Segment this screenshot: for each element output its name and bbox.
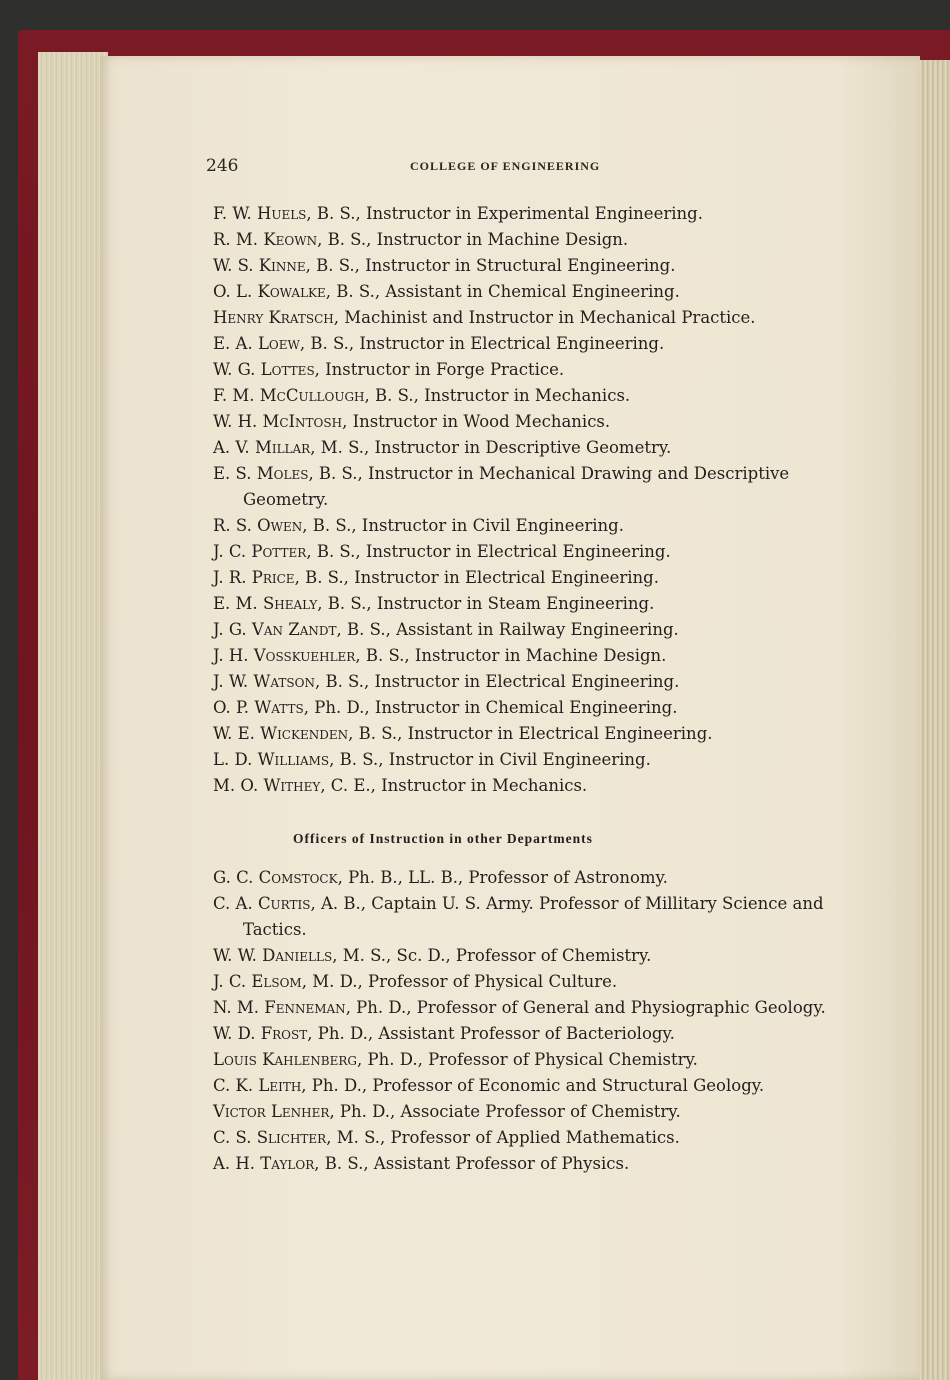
entry-details: , Ph. B., LL. B., Professor of Astronomy. bbox=[337, 868, 668, 887]
entry-surname: Loew bbox=[257, 334, 300, 353]
entry-surname: Kowalke bbox=[257, 282, 326, 301]
entry-surname: Withey bbox=[263, 776, 321, 795]
list-item bbox=[213, 1073, 843, 1099]
entry-surname: Potter bbox=[251, 542, 307, 561]
list-item bbox=[213, 227, 843, 253]
entry-details: , Machinist and Instructor in Mechanical Practice. bbox=[333, 308, 756, 327]
entry-details: , Ph. D., Professor of General and Physiographic Geology. bbox=[345, 998, 826, 1017]
entry-details: , B. S., Instructor in Mechanics. bbox=[364, 386, 631, 405]
list-item bbox=[213, 461, 843, 513]
entry-initials: J. G. bbox=[213, 620, 247, 639]
page-edges-right bbox=[918, 60, 950, 1380]
list-item bbox=[213, 1151, 843, 1177]
entry-details: , M. S., Instructor in Descriptive Geometry. bbox=[310, 438, 672, 457]
running-head: COLLEGE OF ENGINEERING bbox=[410, 159, 601, 173]
entry-details: , B. S., Instructor in Electrical Engineering. bbox=[306, 542, 671, 561]
entry-initials: J. H. bbox=[213, 646, 249, 665]
entry-surname: Price bbox=[251, 568, 295, 587]
entry-details: , M. S., Professor of Applied Mathematics. bbox=[326, 1128, 680, 1147]
list-item bbox=[213, 331, 843, 357]
entry-initials: W. W. bbox=[213, 946, 257, 965]
entry-initials: W. E. bbox=[213, 724, 255, 743]
entry-initials: W. S. bbox=[213, 256, 254, 275]
list-item bbox=[213, 891, 843, 943]
list-item bbox=[213, 253, 843, 279]
entry-details: , B. S., Instructor in Electrical Engineering. bbox=[314, 672, 680, 691]
other-departments-list bbox=[213, 865, 843, 1177]
entry-initials: W. G. bbox=[213, 360, 256, 379]
entry-details: , B. S., Instructor in Electrical Engineering. bbox=[299, 334, 665, 353]
entry-initials: J. C. bbox=[213, 972, 247, 991]
list-item bbox=[213, 1099, 843, 1125]
entry-initials: L. D. bbox=[213, 750, 253, 769]
entry-surname: Watts bbox=[254, 698, 304, 717]
list-item bbox=[213, 747, 843, 773]
entry-initials: W. H. bbox=[213, 412, 258, 431]
entry-details: , B. S., Assistant in Railway Engineering. bbox=[336, 620, 679, 639]
entry-surname: Shealy bbox=[262, 594, 318, 613]
entry-details: , Instructor in Wood Mechanics. bbox=[342, 412, 611, 431]
entry-surname: Wickenden bbox=[260, 724, 349, 743]
entry-details: , A. B., Captain U. S. Army. Professor of Millitary Science and Tactics. bbox=[243, 894, 824, 939]
entry-details: , Ph. D., Instructor in Chemical Engineering. bbox=[303, 698, 678, 717]
list-item bbox=[213, 591, 843, 617]
list-item bbox=[213, 721, 843, 747]
entry-initials: C. S. bbox=[213, 1128, 252, 1147]
entry-details: , Instructor in Forge Practice. bbox=[314, 360, 565, 379]
list-item bbox=[213, 539, 843, 565]
list-item bbox=[213, 617, 843, 643]
list-item bbox=[213, 513, 843, 539]
entry-initials: F. W. bbox=[213, 204, 252, 223]
list-item bbox=[213, 357, 843, 383]
entry-surname: Williams bbox=[257, 750, 330, 769]
entry-surname: Millar bbox=[254, 438, 311, 457]
page-number: 246 bbox=[206, 156, 239, 176]
entry-surname: Huels bbox=[256, 204, 307, 223]
entry-initials: N. M. bbox=[213, 998, 260, 1017]
entry-details: , B. S., Instructor in Electrical Engineering. bbox=[348, 724, 713, 743]
entry-surname: Watson bbox=[253, 672, 315, 691]
list-item bbox=[213, 1047, 843, 1073]
entry-surname: Frost bbox=[260, 1024, 308, 1043]
entry-initials: F. M. bbox=[213, 386, 255, 405]
entry-details: , Ph. D., Professor of Physical Chemistry. bbox=[357, 1050, 698, 1069]
entry-initials: R. S. bbox=[213, 516, 252, 535]
entry-details: , M. S., Sc. D., Professor of Chemistry. bbox=[332, 946, 652, 965]
entry-surname: Victor Lenher bbox=[213, 1102, 330, 1121]
entry-details: , B. S., Instructor in Mechanical Drawing and Descriptive Geometry. bbox=[243, 464, 790, 509]
entry-surname: Louis Kahlenberg bbox=[213, 1050, 357, 1069]
list-item bbox=[213, 305, 843, 331]
entry-surname: Moles bbox=[256, 464, 309, 483]
entry-surname: Daniells bbox=[262, 946, 333, 965]
entry-initials: E. S. bbox=[213, 464, 252, 483]
entry-initials: J. C. bbox=[213, 542, 247, 561]
page-header bbox=[206, 156, 846, 180]
list-item bbox=[213, 643, 843, 669]
entry-initials: W. D. bbox=[213, 1024, 256, 1043]
list-item bbox=[213, 1125, 843, 1151]
entry-surname: Van Zandt bbox=[251, 620, 337, 639]
list-item bbox=[213, 565, 843, 591]
entry-details: , Ph. D., Assistant Professor of Bacteriology. bbox=[307, 1024, 675, 1043]
entry-surname: Kinne bbox=[258, 256, 306, 275]
entry-details: , B. S., Instructor in Experimental Engineering. bbox=[306, 204, 703, 223]
section-heading: Officers of Instruction in other Departments bbox=[293, 831, 593, 846]
entry-details: , Ph. D., Professor of Economic and Structural Geology. bbox=[301, 1076, 765, 1095]
entry-initials: J. W. bbox=[213, 672, 249, 691]
entry-details: , B. S., Instructor in Structural Engineering. bbox=[305, 256, 676, 275]
list-item bbox=[213, 1021, 843, 1047]
entry-initials: M. O. bbox=[213, 776, 259, 795]
entry-surname: Leith bbox=[258, 1076, 302, 1095]
list-item bbox=[213, 435, 843, 461]
entry-surname: Owen bbox=[257, 516, 303, 535]
entry-surname: Slichter bbox=[256, 1128, 327, 1147]
entry-details: , Ph. D., Associate Professor of Chemistry. bbox=[329, 1102, 681, 1121]
list-item bbox=[213, 201, 843, 227]
entry-surname: Fenneman bbox=[264, 998, 346, 1017]
entry-details: , B. S., Assistant in Chemical Engineering. bbox=[325, 282, 680, 301]
list-item bbox=[213, 383, 843, 409]
entry-initials: R. M. bbox=[213, 230, 259, 249]
entry-surname: Henry Kratsch bbox=[213, 308, 334, 327]
entry-initials: J. R. bbox=[213, 568, 247, 587]
entry-details: , B. S., Instructor in Machine Design. bbox=[355, 646, 667, 665]
entry-initials: E. A. bbox=[213, 334, 253, 353]
entry-initials: E. M. bbox=[213, 594, 258, 613]
page-edges-left bbox=[38, 52, 108, 1380]
entry-surname: Curtis bbox=[257, 894, 311, 913]
entry-details: , B. S., Instructor in Civil Engineering. bbox=[329, 750, 651, 769]
list-item bbox=[213, 865, 843, 891]
entry-details: , C. E., Instructor in Mechanics. bbox=[320, 776, 588, 795]
entry-initials: A. H. bbox=[213, 1154, 256, 1173]
entry-surname: McCullough bbox=[259, 386, 365, 405]
entry-details: , B. S., Instructor in Steam Engineering. bbox=[317, 594, 655, 613]
entry-surname: Comstock bbox=[258, 868, 338, 887]
entry-initials: C. A. bbox=[213, 894, 253, 913]
entry-details: , B. S., Assistant Professor of Physics. bbox=[314, 1154, 630, 1173]
entry-details: , B. S., Instructor in Electrical Engineering. bbox=[294, 568, 659, 587]
list-item bbox=[213, 943, 843, 969]
entry-initials: O. L. bbox=[213, 282, 253, 301]
entry-initials: C. K. bbox=[213, 1076, 254, 1095]
entry-initials: O. P. bbox=[213, 698, 250, 717]
entry-initials: A. V. bbox=[213, 438, 250, 457]
entry-details: , B. S., Instructor in Civil Engineering. bbox=[302, 516, 624, 535]
list-item bbox=[213, 969, 843, 995]
entry-surname: Lottes bbox=[260, 360, 315, 379]
list-item bbox=[213, 995, 843, 1021]
entry-details: , M. D., Professor of Physical Culture. bbox=[301, 972, 618, 991]
entry-surname: Keown bbox=[263, 230, 318, 249]
list-item bbox=[213, 279, 843, 305]
list-item bbox=[213, 773, 843, 799]
list-item bbox=[213, 669, 843, 695]
entry-surname: Taylor bbox=[260, 1154, 315, 1173]
entry-details: , B. S., Instructor in Machine Design. bbox=[317, 230, 629, 249]
list-item bbox=[213, 409, 843, 435]
faculty-list bbox=[213, 201, 843, 799]
list-item bbox=[213, 695, 843, 721]
entry-initials: G. C. bbox=[213, 868, 254, 887]
entry-surname: Elsom bbox=[251, 972, 302, 991]
entry-surname: McIntosh bbox=[262, 412, 343, 431]
entry-surname: Vosskuehler bbox=[253, 646, 356, 665]
